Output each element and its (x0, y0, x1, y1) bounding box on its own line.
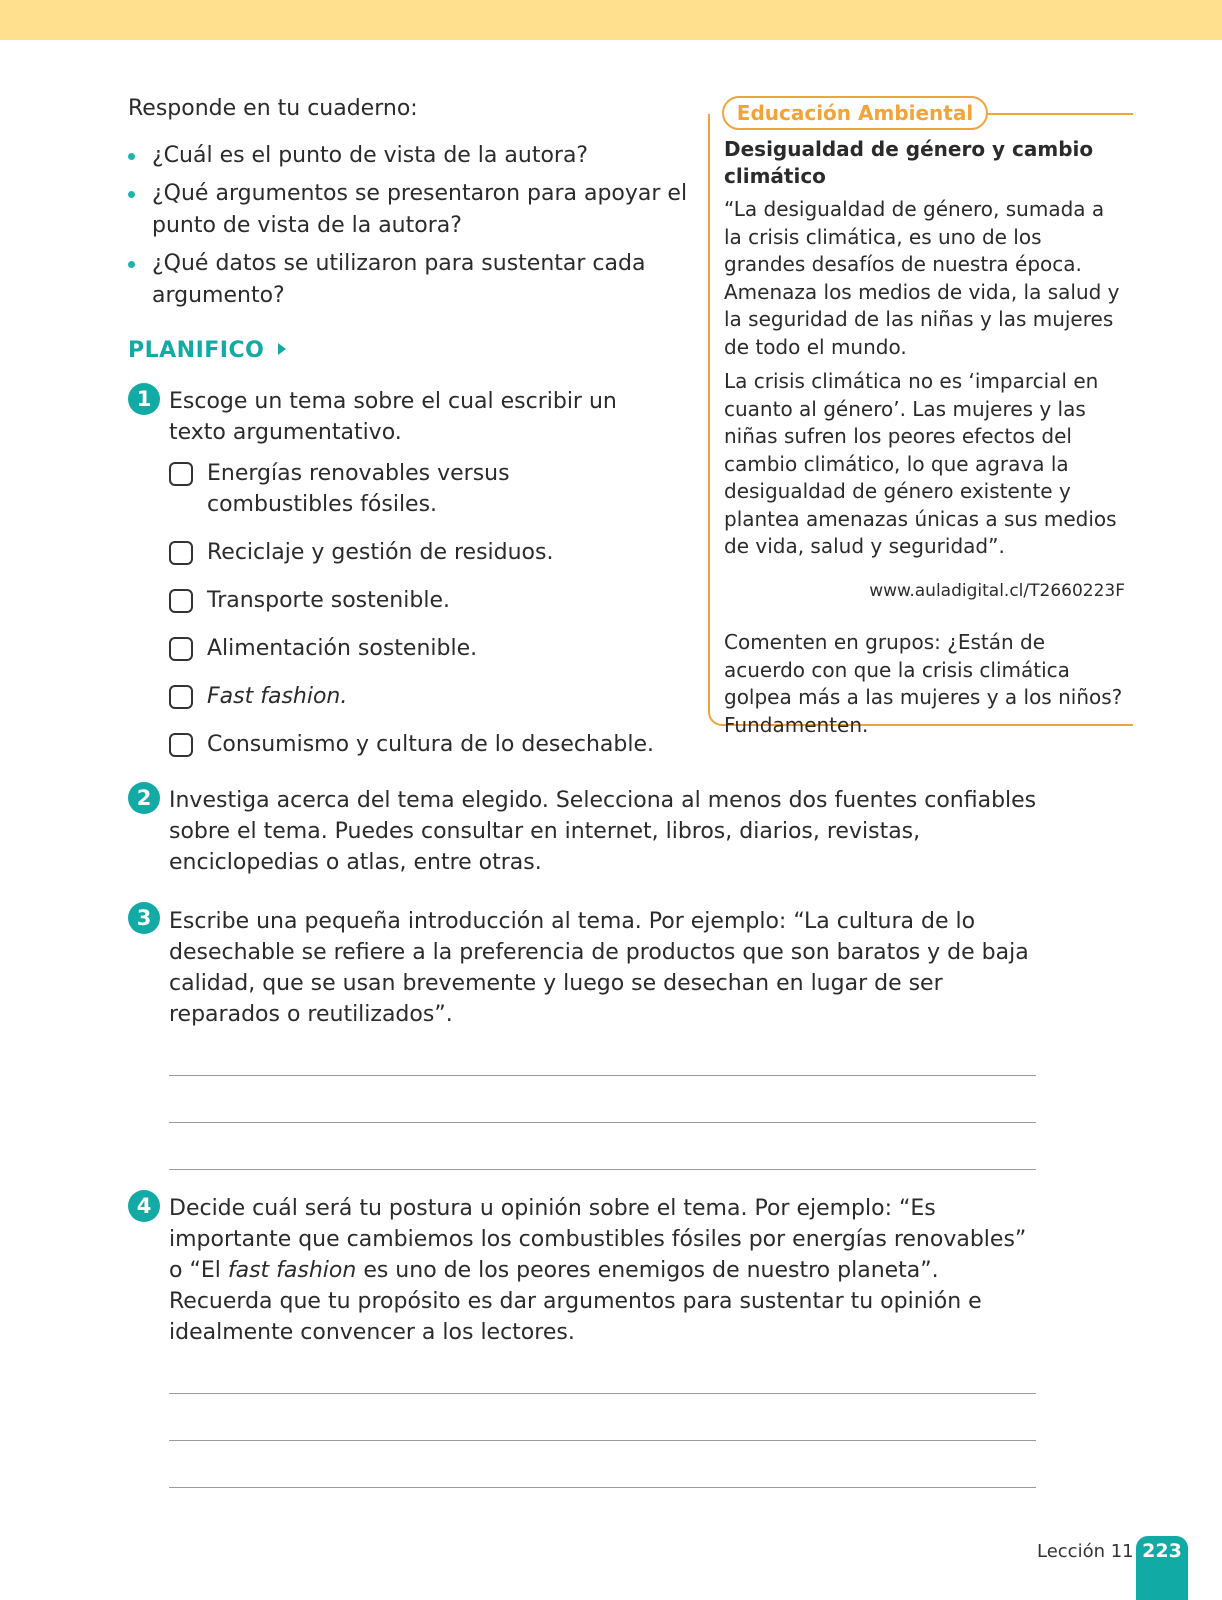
bullet-icon (128, 153, 135, 160)
step-3-text: Escribe una pequeña introducción al tema. Por ejemplo: “La cultura de lo desechable se refiere a la preferencia de productos que son baratos y de baja calidad, que se usan brevemente y luego se desechan en lugar de ser reparados o reutilizados”. (169, 909, 1029, 1027)
instruction-heading: Responde en tu cuaderno: (128, 96, 418, 121)
writing-line[interactable] (169, 1440, 1036, 1441)
section-heading-planifico: PLANIFICO (128, 338, 286, 363)
lesson-label: Lección 11 (1037, 1541, 1134, 1562)
box-quote-paragraph-2: La crisis climática no es ‘imparcial en cuanto al género’. Las mujeres y las niñas sufren los peores efectos del cambio climático, lo que agrava la desigualdad de género existente y plantea amenazas únicas a sus medios de vida, salud y seguridad”. (724, 369, 1117, 558)
bullet-icon (128, 191, 135, 198)
play-arrow-icon (278, 343, 286, 355)
box-title: Desigualdad de género y cambio climático (724, 137, 1094, 188)
top-color-band (0, 0, 1222, 40)
step-number-2: 2 (128, 782, 160, 814)
checkbox[interactable] (169, 541, 193, 565)
step-number-3: 3 (128, 902, 160, 934)
bullet-icon (128, 261, 135, 268)
writing-line[interactable] (169, 1393, 1036, 1394)
question-item: ¿Cuál es el punto de vista de la autora? (128, 140, 688, 172)
question-item: ¿Qué argumentos se presentaron para apoyar el punto de vista de la autora? (128, 178, 688, 242)
checkbox[interactable] (169, 462, 193, 486)
option-consumerism[interactable]: Consumismo y cultura de lo desechable. (169, 729, 659, 760)
option-fast-fashion[interactable]: Fast fashion. (169, 681, 659, 712)
box-tab-label: Educación Ambiental (722, 96, 988, 130)
page-number: 223 (1136, 1536, 1188, 1600)
question-item: ¿Qué datos se utilizaron para sustentar cada argumento? (128, 248, 688, 312)
writing-line[interactable] (169, 1075, 1036, 1076)
writing-line[interactable] (169, 1169, 1036, 1170)
box-discussion-prompt: Comenten en grupos: ¿Están de acuerdo con que la crisis climática golpea más a las mujeres y a los niños? Fundamenten. (724, 630, 1123, 737)
option-renewable-energy[interactable]: Energías renovables versus combustibles fósiles. (169, 458, 659, 520)
source-link[interactable]: www.auladigital.cl/T2660223F (869, 581, 1125, 601)
option-sustainable-food[interactable]: Alimentación sostenible. (169, 633, 659, 664)
step-1-text: Escoge un tema sobre el cual escribir un texto argumentativo. (169, 389, 617, 445)
checkbox[interactable] (169, 637, 193, 661)
checkbox[interactable] (169, 685, 193, 709)
environmental-education-box (708, 96, 1141, 737)
step-4-text: Decide cuál será tu postura u opinión sobre el tema. Por ejemplo: “Es importante que cambiemos los combustibles fósiles por energías renovables” o “El fast fashion es uno de los peores enemigos de nuestro planeta”. Recuerda que tu propósito es dar argumentos para sustentar tu opinión e idealmente convencer a los lectores. (169, 1196, 1027, 1345)
question-list (128, 140, 688, 318)
writing-line[interactable] (169, 1487, 1036, 1488)
option-recycling[interactable]: Reciclaje y gestión de residuos. (169, 537, 659, 568)
writing-line[interactable] (169, 1122, 1036, 1123)
step-2-text: Investiga acerca del tema elegido. Selecciona al menos dos fuentes confiables sobre el tema. Puedes consultar en internet, libros, diarios, revistas, enciclopedias o atlas, entre otras. (169, 788, 1037, 875)
option-sustainable-transport[interactable]: Transporte sostenible. (169, 585, 659, 616)
step-number-1: 1 (128, 383, 160, 415)
checkbox[interactable] (169, 733, 193, 757)
step-number-4: 4 (128, 1190, 160, 1222)
box-quote-paragraph-1: “La desigualdad de género, sumada a la crisis climática, es uno de los grandes desafíos de nuestra época. Amenaza los medios de vida, la salud y la seguridad de las niñas y las mujeres de todo el mundo. (724, 197, 1120, 359)
checkbox[interactable] (169, 589, 193, 613)
